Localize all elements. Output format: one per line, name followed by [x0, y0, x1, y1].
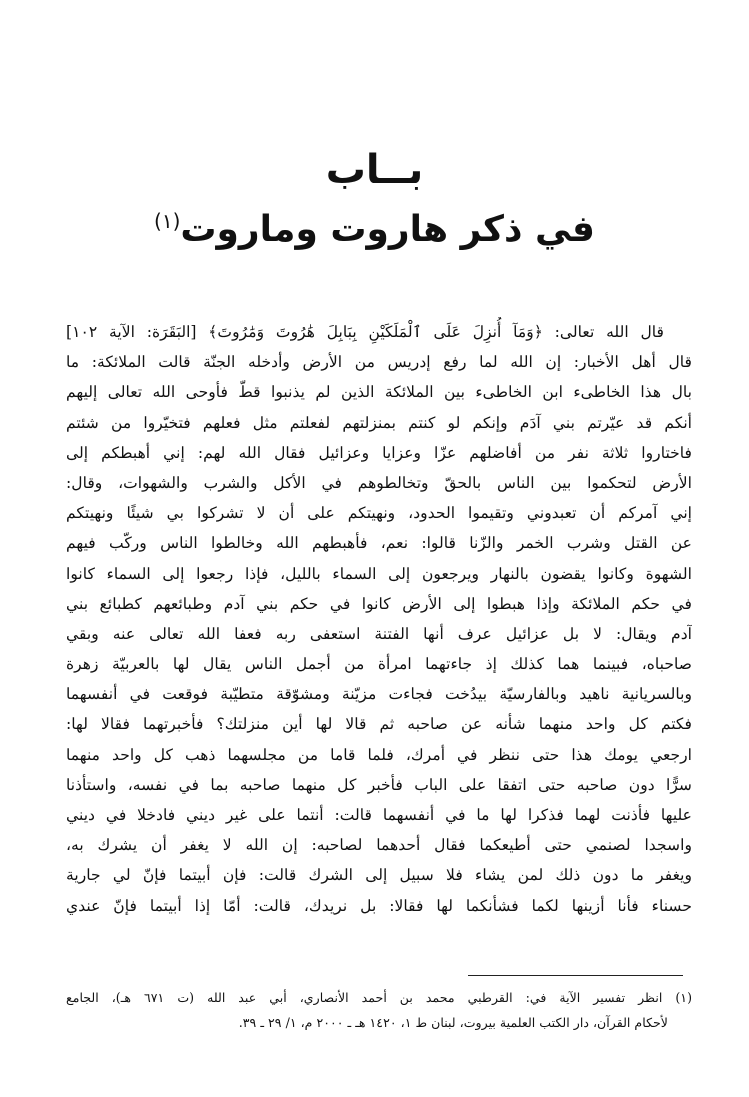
- body-line: قال الله تعالى: ﴿وَمَآ أُنزِلَ عَلَى ٱلْمَلَكَيْنِ بِبَابِلَ هَٰرُوتَ وَمَٰرُوتَ﴾ [البَقَرَة: الآية ١٠٢]: [66, 323, 664, 341]
- body-line: ارجعي يومك هذا حتى ننظر في أمرك، فلما قاما من مجلسهما ذهب كل واحد منهما: [66, 745, 692, 764]
- body-line: واسجدا لصنمي حتى أطيعكما فقال أحدهما لصاحبه: إن الله لا يغفر أن يشرك به،: [66, 836, 692, 855]
- body-line: أنكم قد عيّرتم بني آدَم وإنكم لو كنتم بمنزلتهم لفعلتم مثل فعلهم فتخيّروا من شئتم: [66, 413, 692, 432]
- chapter-title-footnote-marker: (١): [154, 209, 181, 233]
- body-line: بال هذا الخاطىء ابن الخاطىء بين الملائكة الذين لم يذنبوا قطّ فأوحى الله تعالى إليهم: [66, 383, 692, 402]
- body-line: آدم ويقال: لا بل عزائيل عرف أنها الفتنة استعفى ربه فعفا الله تعالى عنه وبقي: [66, 624, 692, 643]
- chapter-label: بــاب: [325, 147, 424, 193]
- footnote-divider: [468, 975, 683, 976]
- chapter-title: [0, 196, 749, 255]
- body-line: الأرض لتحكموا بين الناس بالحقّ وتخالطوهم في الأكل والشرب والشهوات، وقال:: [66, 473, 692, 492]
- body-line: حسناء فأنا أزينها لكما فشأنكما لها فقالا: بل نريدك، قالت: أمّا إذا أبيتما فإنّ عندي: [66, 896, 692, 915]
- body-line: في حكم الملائكة وإذا هبطوا إلى الأرض كانوا في حكم بني آدم وطبائعهم كطبائع بني: [66, 594, 692, 613]
- body-line: الشهوة وكانوا يقضون بالنهار ويرجعون إلى السماء بالليل، فإذا رجعوا إلى السماء كانوا: [66, 564, 692, 583]
- chapter-title-text: في ذكر هاروت وماروت: [180, 209, 595, 250]
- body-line: عن القتل وشرب الخمر والزّنا قالوا: نعم، فأهبطهم الله وخالطوا الناس وركّب فيهم: [66, 534, 692, 553]
- body-line: سرًّا دون صاحبه حتى اتفقا على الباب فأخبر كل منهما صاحبه بما في نفسه، واستأذنا: [66, 775, 692, 794]
- footnote-line: لأحكام القرآن، دار الكتب العلمية بيروت، لبنان ط ١، ١٤٢٠ هـ ـ ٢٠٠٠ م، ١/ ٢٩ ـ ٣٩.: [238, 1015, 668, 1030]
- body-line: وبالسريانية ناهيد وبالفارسيّة بيدُخت فجاءت مزيّنة ومشوّقة متطيّبة فوقعت في أنفسهما: [66, 685, 692, 704]
- body-line: ويغفر ما دون ذلك لمن يشاء فلا سبيل إلى الشرك قالت: فإن أبيتما فإنّ لي جارية: [66, 866, 692, 885]
- body-line: فاختاروا ثلاثة نفر من أفاضلهم عزّا وعزايا وعزائيل فقال الله لهم: إني أهبطكم إلى: [66, 443, 692, 462]
- body-line: فكتم كل واحد منهما شأنه عن صاحبه ثم قالا لها أين منزلتك؟ فأخبرتهما فقالا لها:: [66, 715, 692, 734]
- footnote-line: (١) انظر تفسير الآية في: القرطبي محمد بن أحمد الأنصاري، أبي عبد الله (ت ٦٧١ هـ)، الجامع: [66, 990, 692, 1005]
- body-line: إني آمركم أن تعبدوني وتقيموا الحدود، ونهيتكم على أن لا تشركوا بي شيئًا ونهيتكم: [66, 504, 692, 523]
- body-line: صاحباه، فبينما هما كذلك إذ جاءتهما امرأة من أجمل الناس يقال لها بالعربيّة زهرة: [66, 655, 692, 674]
- body-text: [66, 317, 692, 921]
- footnotes: [66, 985, 692, 1035]
- body-line: عليها فأذنت لهما فذكرا لها ما في أنفسهما قالت: أنتما على غير ديني فادخلا في ديني: [66, 806, 692, 824]
- body-line: قال أهل الأخبار: إن الله لما رفع إدريس من الأرض وأدخله الجنّة قالت الملائكة: ما: [66, 353, 692, 372]
